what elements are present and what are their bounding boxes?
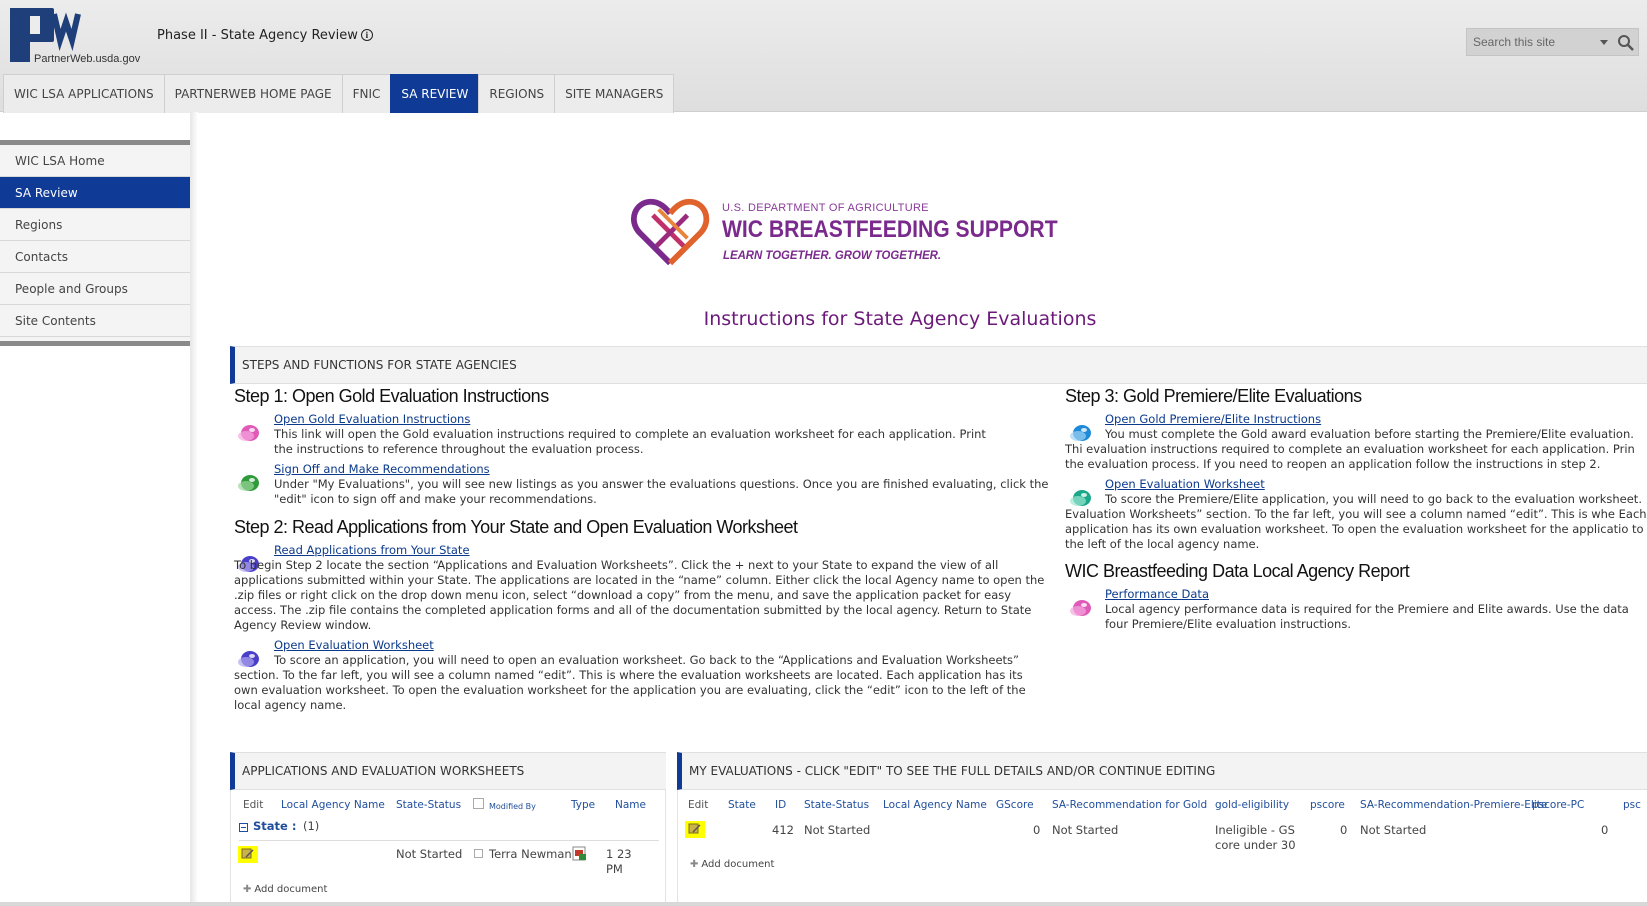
row-name-line2: PM [606, 862, 623, 876]
top-nav-wic-lsa-applications[interactable]: WIC LSA APPLICATIONS [3, 74, 165, 113]
col-id[interactable]: ID [775, 799, 787, 811]
page-bottom-border [0, 902, 1647, 906]
sidebar-item-contacts[interactable]: Contacts [0, 241, 190, 273]
step3-item1-desc [1065, 427, 1647, 472]
row-gscore: 0 [1033, 823, 1041, 837]
banner-agency: U.S. DEPARTMENT OF AGRICULTURE [722, 202, 929, 214]
read-applications-from-your-state-link[interactable]: Read Applications from Your State [274, 543, 470, 557]
page-title: Instructions for State Agency Evaluations [703, 308, 1097, 330]
step2-item2-desc-text: To score an application, you will need to open an evaluation worksheet. Go back to the “Applications and Evaluation Worksheets” section. To the far left, you will see a column named “edit”. This is where the evaluation worksheets are located. Each application has its own evaluation worksheet. To open the evaluation worksheet for the application you are evaluating, click the “edit” icon to the left of the local agency name. [234, 653, 1026, 712]
col-modified-by[interactable]: Modified By [489, 802, 536, 811]
content-shadow [190, 112, 198, 906]
site-header [0, 0, 1647, 112]
open-evaluation-worksheet-link[interactable]: Open Evaluation Worksheet [274, 638, 434, 652]
col-type[interactable]: Type [571, 799, 596, 811]
step1-item2 [274, 462, 1054, 507]
step3-item1 [1065, 412, 1647, 474]
sidebar-item-site-contents[interactable]: Site Contents [0, 305, 190, 337]
sidebar-item-sa-review[interactable]: SA Review [0, 177, 190, 209]
row-state-status: Not Started [804, 823, 871, 837]
row-name-line1: 1 23 [606, 847, 632, 861]
state-group-count: (1) [303, 819, 320, 833]
search-box [1466, 28, 1639, 56]
checkbox-icon[interactable] [473, 798, 484, 809]
applications-list [230, 790, 666, 906]
edit-pencil-icon [242, 849, 254, 860]
step3-item2 [1065, 477, 1647, 554]
search-icon[interactable] [1617, 34, 1635, 52]
col-sa-recommendation-premiere-elite[interactable]: SA-Recommendation-Premiere-Elite [1360, 799, 1548, 811]
step2-item1-desc-text: To begin Step 2 locate the section “Applications and Evaluation Worksheets”. Click the + next to your State to expand the view of all applications submitted within your State. The applications are located in the “name” column. Either click the local Agency name to open the .zip files or right click on the drop down menu icon, select “download a copy” from the menu, and save the application packet for easy access. The .zip file contains the completed application forms and all of the documentation submitted by the local agency. Return to State Agency Review window. [234, 558, 1045, 632]
col-sa-recommendation-gold[interactable]: SA-Recommendation for Gold [1052, 799, 1208, 811]
plus-icon: ✚ [690, 859, 699, 870]
row-gold-eligibility [1215, 823, 1296, 853]
step1-heading: Step 1: Open Gold Evaluation Instructions [234, 386, 549, 406]
step1-item1-desc: This link will open the Gold evaluation instructions required to complete an evaluation worksheet for each application. Print the instructions to reference throughout the evaluation process. [274, 427, 986, 456]
top-nav-site-managers[interactable]: SITE MANAGERS [554, 74, 674, 113]
add-document-label: Add document [254, 884, 328, 895]
add-document-label: Add document [701, 859, 775, 870]
col-gscore[interactable]: GScore [996, 799, 1034, 811]
zip-file-icon [572, 846, 587, 861]
row-checkbox-icon[interactable] [474, 849, 483, 858]
search-input[interactable] [1467, 29, 1597, 55]
pink-orb-icon [236, 423, 260, 443]
pink-orb-icon [1068, 598, 1092, 618]
sidebar-item-people-and-groups[interactable]: People and Groups [0, 273, 190, 305]
col-local-agency-name[interactable]: Local Agency Name [883, 799, 987, 811]
chevron-down-icon[interactable] [1599, 39, 1609, 47]
heart-logo-icon [628, 196, 718, 268]
top-nav-regions[interactable]: REGIONS [478, 74, 555, 113]
green-orb-icon [236, 473, 260, 493]
row-sa-rec-premiere-elite: Not Started [1360, 823, 1427, 837]
collapse-icon[interactable] [239, 823, 248, 832]
state-group-label: State : [253, 819, 297, 833]
step1-item2-desc: Under "My Evaluations", you will see new listings as you answer the evaluations questions. Once you are finished evaluating, click the "edit" icon to sign off and make your recommendations. [274, 477, 1049, 506]
open-gold-premiere-elite-instructions-link[interactable]: Open Gold Premiere/Elite Instructions [1105, 412, 1322, 426]
step1-item1 [274, 412, 994, 457]
row-id: 412 [772, 823, 794, 837]
open-evaluation-worksheet-premiere-link[interactable]: Open Evaluation Worksheet [1105, 477, 1265, 491]
banner-program: WIC BREASTFEEDING SUPPORT [722, 216, 1058, 243]
site-title[interactable] [157, 28, 373, 43]
row-pscore: 0 [1340, 823, 1348, 837]
step3-item1-desc-text: You must complete the Gold award evaluation before starting the Premiere/Elite evaluation. Thi evaluation instructions required to complete an evaluation worksheet for each application. Prin the evaluation process. If you need to reopen an application follow the instructions in step 2. [1065, 427, 1635, 471]
applications-section-header: APPLICATIONS AND EVALUATION WORKSHEETS [230, 752, 666, 790]
sidebar-item-regions[interactable]: Regions [0, 209, 190, 241]
row-state-status: Not Started [396, 847, 463, 861]
row-gold-eligibility-line2: core under 30 [1215, 838, 1296, 852]
info-icon[interactable]: i [361, 29, 373, 41]
step2-item2-desc [234, 653, 1046, 713]
col-state-status[interactable]: State-Status [396, 799, 462, 811]
col-state[interactable]: State [728, 799, 756, 811]
top-nav [3, 74, 673, 113]
step2-heading: Step 2: Read Applications from Your State and Open Evaluation Worksheet [234, 517, 798, 537]
steps-section-header: STEPS AND FUNCTIONS FOR STATE AGENCIES [230, 346, 1647, 384]
col-pscore[interactable]: pscore [1310, 799, 1345, 811]
data-report-item-desc: Local agency performance data is required for the Premiere and Elite awards. Use the data four Premiere/Elite evaluation instructions. [1105, 602, 1629, 631]
sign-off-and-make-recommendations-link[interactable]: Sign Off and Make Recommendations [274, 462, 490, 476]
edit-pencil-icon [689, 824, 701, 835]
state-group-row[interactable] [239, 819, 659, 841]
top-nav-sa-review[interactable]: SA REVIEW [390, 74, 479, 113]
col-local-agency-name[interactable]: Local Agency Name [281, 799, 385, 811]
col-psc[interactable]: psc [1623, 799, 1641, 811]
plus-icon: ✚ [243, 884, 252, 895]
data-report-item [1105, 587, 1647, 631]
col-name[interactable]: Name [615, 799, 646, 811]
edit-icon[interactable] [238, 846, 258, 863]
row-modified-by[interactable]: Terra Newman [489, 847, 572, 861]
add-document-button[interactable] [243, 884, 327, 895]
step2-item2 [234, 638, 1046, 713]
col-state-status[interactable]: State-Status [804, 799, 870, 811]
wic-breastfeeding-banner [628, 196, 1058, 271]
row-pscore-pc: 0 [1601, 823, 1609, 837]
step2-item1-desc [194, 558, 1046, 633]
step3-heading: Step 3: Gold Premiere/Elite Evaluations [1065, 386, 1362, 406]
step3-item2-desc [1065, 492, 1647, 552]
edit-icon[interactable] [685, 821, 705, 838]
col-gold-eligibility[interactable]: gold-eligibility [1215, 799, 1290, 811]
data-report-heading: WIC Breastfeeding Data Local Agency Report [1065, 561, 1410, 581]
add-document-button[interactable] [690, 859, 774, 870]
performance-data-link[interactable]: Performance Data [1105, 587, 1209, 601]
row-name[interactable] [606, 847, 632, 877]
col-edit: Edit [688, 799, 709, 811]
my-evaluations-list [677, 790, 1647, 906]
top-nav-partnerweb-home-page[interactable]: PARTNERWEB HOME PAGE [164, 74, 343, 113]
site-title-text: Phase II - State Agency Review [157, 28, 358, 43]
logo-text: PartnerWeb.usda.gov [34, 53, 141, 65]
step3-item2-desc-text: To score the Premiere/Elite application, you will need to go back to the evaluation worksheet. Evaluation Worksheets” section. To the far left, you will see a column named “edit”. This is whe Each application has its own evaluation worksheet. To open the evaluation worksheet for the applicatio to the left of the local agency name. [1065, 492, 1647, 551]
step2-item1 [234, 543, 1046, 633]
left-navigation [0, 140, 190, 346]
sidebar-item-wic-lsa-home[interactable]: WIC LSA Home [0, 145, 190, 177]
col-pscore-pc[interactable]: pscore-PC [1532, 799, 1585, 811]
open-gold-evaluation-instructions-link[interactable]: Open Gold Evaluation Instructions [274, 412, 471, 426]
row-gold-eligibility-line1: Ineligible - GS [1215, 823, 1295, 837]
row-sa-rec-gold: Not Started [1052, 823, 1119, 837]
col-edit: Edit [243, 799, 264, 811]
top-nav-fnic[interactable]: FNIC [342, 74, 392, 113]
banner-tagline: LEARN TOGETHER. GROW TOGETHER. [723, 248, 942, 262]
my-evaluations-section-header: MY EVALUATIONS - CLICK "EDIT" TO SEE THE FULL DETAILS AND/OR CONTINUE EDITING [677, 752, 1647, 790]
